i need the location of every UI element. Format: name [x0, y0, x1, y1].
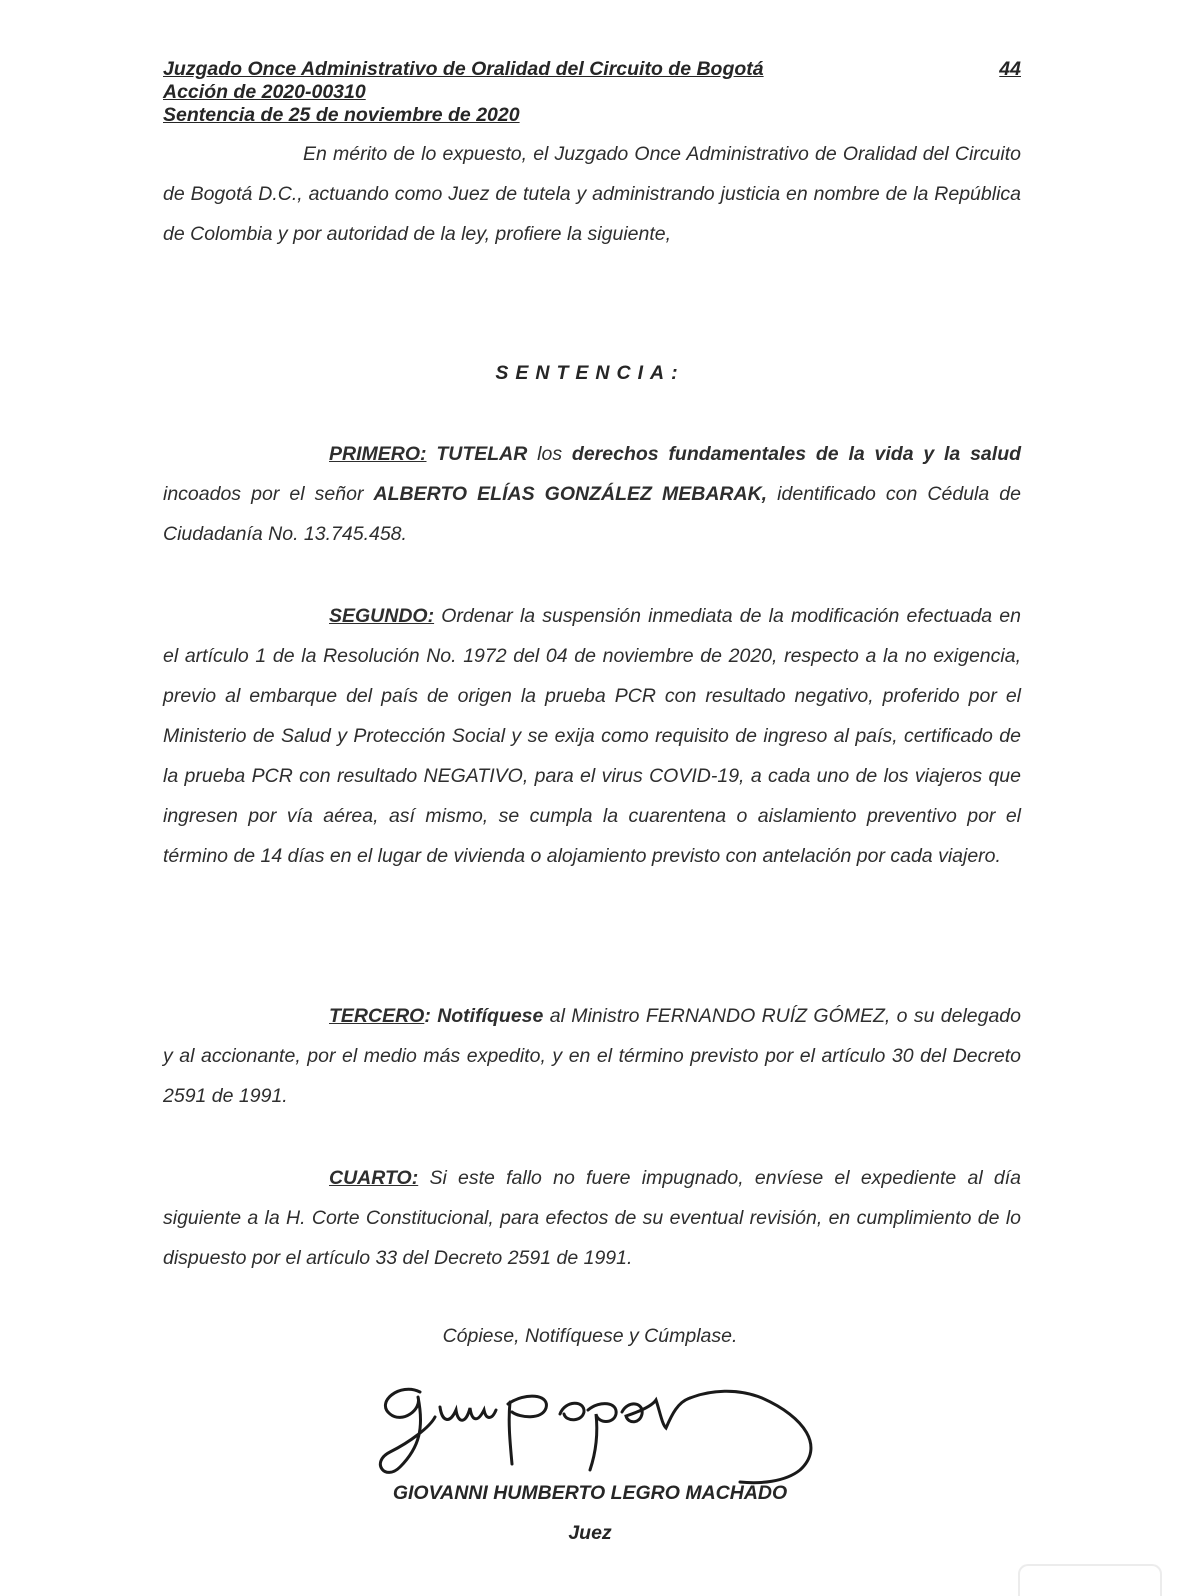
action-number: Acción de 2020-00310: [163, 81, 366, 103]
tercero-colon: :: [424, 1005, 431, 1027]
primero-text-1: los: [537, 443, 563, 465]
primero-text-3: identificado con Cédula de Ciudadanía No. 13.745.458.: [163, 483, 1021, 545]
page-corner-mark: [1018, 1564, 1162, 1596]
segundo-paragraph: [163, 596, 1021, 876]
closing-formula: Cópiese, Notifíquese y Cúmplase.: [442, 1325, 738, 1347]
intro-paragraph: En mérito de lo expuesto, el Juzgado Once Administrativo de Oralidad del Circuito de Bogotá D.C., actuando como Juez de tutela y administrando justicia en nombre de la República de Colombia y por autoridad de la ley, profiere la siguiente,: [163, 143, 1021, 245]
primero-paragraph: [163, 434, 1021, 554]
sentence-date: Sentencia de 25 de noviembre de 2020: [163, 104, 520, 126]
judge-name: GIOVANNI HUMBERTO LEGRO MACHADO: [392, 1482, 788, 1504]
primero-label: PRIMERO:: [329, 443, 427, 465]
cuarto-text: Si este fallo no fuere impugnado, envíese el expediente al día siguiente a la H. Corte Constitucional, para efectos de su eventual revisión, en cumplimiento de lo dispuesto por el artículo 33 del Decreto 2591 de 1991.: [163, 1167, 1021, 1269]
judge-role: Juez: [568, 1522, 612, 1544]
document-header: [163, 58, 1033, 127]
tercero-text: al Ministro FERNANDO RUÍZ GÓMEZ, o su delegado y al accionante, por el medio más expedito, y en el término previsto por el artículo 30 del Decreto 2591 de 1991.: [163, 1005, 1022, 1107]
court-name: Juzgado Once Administrativo de Oralidad del Circuito de Bogotá: [163, 58, 764, 80]
tercero-verb: Notifíquese: [437, 1005, 544, 1027]
segundo-text: Ordenar la suspensión inmediata de la modificación efectuada en el artículo 1 de la Resolución No. 1972 del 04 de noviembre de 2020, respecto a la no exigencia, previo al embarque del país de origen la prueba PCR con resultado negativo, proferido por el Ministerio de Salud y Protección Social y se exija como requisito de ingreso al país, certificado de la prueba PCR con resultado NEGATIVO, para el virus COVID-19, a cada uno de los viajeros que ingresen por vía aérea, así mismo, se cumpla la cuarentena o aislamiento preventivo por el término de 14 días en el lugar de vivienda o alojamiento previsto con antelación por cada viajero.: [163, 605, 1021, 867]
tercero-label: TERCERO: [329, 1005, 425, 1027]
primero-verb: TUTELAR: [436, 443, 528, 465]
judge-signature: [360, 1372, 830, 1487]
primero-name: ALBERTO ELÍAS GONZÁLEZ MEBARAK,: [373, 483, 768, 505]
cuarto-label: CUARTO:: [329, 1167, 419, 1189]
sentence-title: SENTENCIA:: [495, 362, 685, 384]
cuarto-paragraph: [163, 1158, 1021, 1278]
tercero-paragraph: [163, 996, 1021, 1116]
primero-text-2: incoados por el señor: [163, 483, 364, 505]
page-number: 44: [999, 58, 1021, 80]
segundo-label: SEGUNDO:: [329, 605, 435, 627]
primero-rights: derechos fundamentales de la vida y la salud: [571, 443, 1022, 465]
